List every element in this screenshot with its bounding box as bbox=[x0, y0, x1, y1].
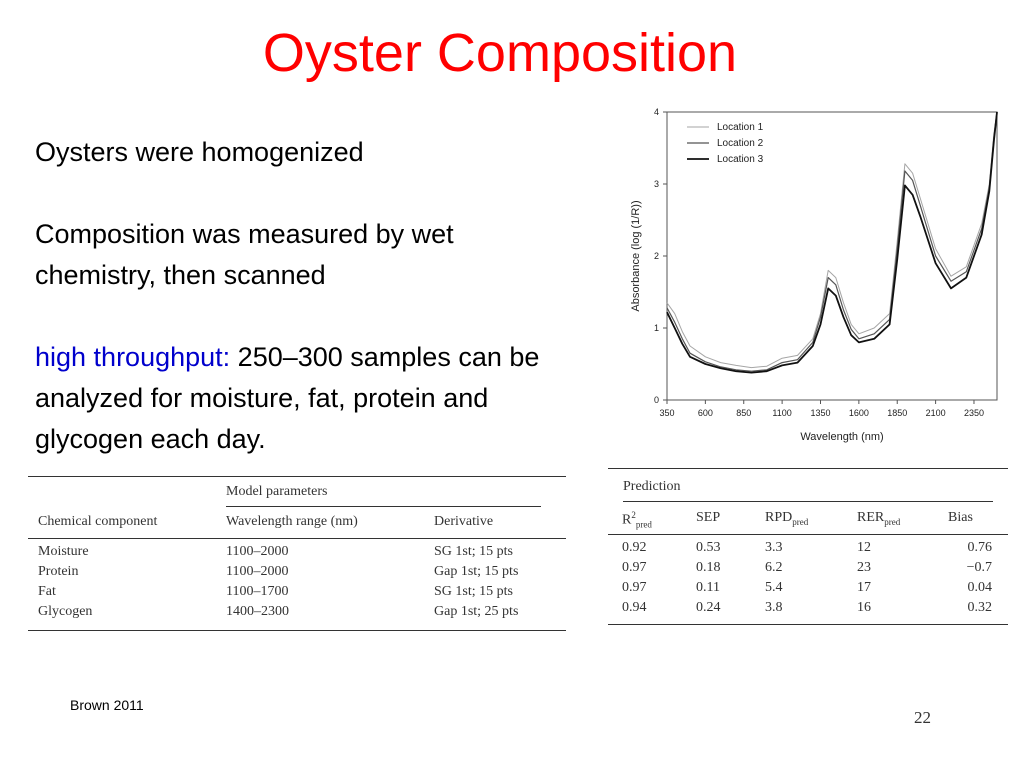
column-header bbox=[696, 510, 720, 526]
table-cell: Moisture bbox=[38, 544, 89, 559]
table-cell: 0.04 bbox=[967, 580, 992, 595]
table-cell: 23 bbox=[857, 560, 871, 575]
table-cell: 1100–1700 bbox=[226, 584, 289, 599]
legend-label-1: Location 1 bbox=[717, 122, 764, 133]
y-tick-label: 0 bbox=[653, 395, 659, 405]
table-cell: 0.53 bbox=[696, 540, 721, 555]
column-header: Derivative bbox=[434, 514, 494, 529]
x-tick-label: 1600 bbox=[848, 408, 869, 418]
group-header-rule bbox=[226, 506, 541, 507]
slide-title: Oyster Composition bbox=[262, 23, 738, 83]
header-rule bbox=[608, 534, 1008, 535]
table-cell: 0.92 bbox=[622, 540, 647, 555]
table-cell: Fat bbox=[38, 584, 56, 599]
x-tick-label: 2350 bbox=[963, 408, 984, 418]
paragraph-composition: Composition was measured by wet chemistry, then scanned bbox=[35, 219, 454, 290]
y-axis-label: Absorbance (log (1/R)) bbox=[630, 200, 642, 312]
slide-body bbox=[35, 132, 575, 460]
table-cell: 0.11 bbox=[696, 580, 720, 595]
x-tick-label: 850 bbox=[736, 408, 752, 418]
table-cell: 17 bbox=[857, 580, 871, 595]
table-cell: Gap 1st; 15 pts bbox=[434, 564, 519, 579]
x-tick-label: 1100 bbox=[772, 408, 792, 418]
x-tick-label: 2100 bbox=[925, 408, 946, 418]
series-line-1 bbox=[667, 112, 997, 368]
group-header-prediction: Prediction bbox=[623, 479, 681, 494]
x-tick-label: 1350 bbox=[810, 408, 831, 418]
header-rule bbox=[28, 538, 566, 539]
table-cell: 1100–2000 bbox=[226, 564, 289, 579]
x-tick-label: 1850 bbox=[887, 408, 908, 418]
group-header-model-parameters: Model parameters bbox=[226, 484, 328, 499]
column-header bbox=[857, 510, 900, 527]
table-cell: 0.97 bbox=[622, 560, 647, 575]
table-cell: SG 1st; 15 pts bbox=[434, 544, 513, 559]
column-header bbox=[765, 510, 808, 527]
x-tick-label: 600 bbox=[697, 408, 713, 418]
column-header-sup: 2 bbox=[631, 510, 636, 520]
table-cell: 0.24 bbox=[696, 600, 721, 615]
column-header: Wavelength range (nm) bbox=[226, 514, 358, 529]
table-cell: 3.3 bbox=[765, 540, 783, 555]
throughput-detail: 250–300 samples can be analyzed for moisture, fat, protein and glycogen each day. bbox=[35, 342, 540, 454]
column-header-main: Bias bbox=[948, 510, 973, 525]
column-header-main: RER bbox=[857, 510, 885, 525]
x-axis-label: Wavelength (nm) bbox=[800, 431, 884, 443]
table-cell: 16 bbox=[857, 600, 871, 615]
table-cell: 3.8 bbox=[765, 600, 783, 615]
table-cell: 0.18 bbox=[696, 560, 721, 575]
paragraph-homogenized: Oysters were homogenized bbox=[35, 137, 364, 167]
y-tick-label: 3 bbox=[653, 179, 659, 189]
table-cell: 5.4 bbox=[765, 580, 783, 595]
column-header bbox=[948, 510, 973, 526]
table-cell: 0.97 bbox=[622, 580, 647, 595]
group-header-rule bbox=[623, 501, 993, 502]
column-header bbox=[622, 510, 652, 529]
x-tick-label: 350 bbox=[659, 408, 675, 418]
citation: Brown 2011 bbox=[70, 697, 144, 713]
y-tick-label: 4 bbox=[653, 107, 659, 117]
column-header: Chemical component bbox=[38, 514, 158, 529]
table-cell: Gap 1st; 25 pts bbox=[434, 604, 519, 619]
legend-label-2: Location 2 bbox=[717, 138, 764, 149]
y-tick-label: 2 bbox=[653, 251, 659, 261]
page-number: 22 bbox=[914, 708, 931, 727]
table-top-rule bbox=[28, 476, 566, 477]
legend-label-3: Location 3 bbox=[717, 154, 764, 165]
table-cell: 6.2 bbox=[765, 560, 783, 575]
absorbance-chart-svg bbox=[625, 100, 1010, 450]
column-header-main: RPD bbox=[765, 510, 793, 525]
series-line-2 bbox=[667, 112, 997, 371]
column-header-sub: pred bbox=[884, 516, 901, 527]
table-cell: 0.32 bbox=[967, 600, 992, 615]
column-header-sub: pred bbox=[635, 519, 652, 530]
highlight-throughput: high throughput: bbox=[35, 342, 231, 372]
table-bottom-rule bbox=[608, 624, 1008, 625]
prediction-table bbox=[608, 468, 1008, 626]
table-top-rule bbox=[608, 468, 1008, 469]
absorbance-chart bbox=[625, 100, 1010, 455]
paragraph-throughput bbox=[35, 337, 575, 460]
table-cell: Glycogen bbox=[38, 604, 93, 619]
model-parameters-table bbox=[28, 476, 566, 632]
table-cell: 0.76 bbox=[967, 540, 992, 555]
column-header-sub: pred bbox=[792, 516, 809, 527]
column-header-main: SEP bbox=[696, 510, 721, 525]
series-line-3 bbox=[667, 112, 997, 373]
y-tick-label: 1 bbox=[653, 323, 659, 333]
table-cell: −0.7 bbox=[966, 560, 992, 575]
column-header-main: R bbox=[622, 512, 632, 528]
table-cell: Protein bbox=[38, 564, 79, 579]
table-cell: SG 1st; 15 pts bbox=[434, 584, 513, 599]
table-cell: 1100–2000 bbox=[226, 544, 289, 559]
table-bottom-rule bbox=[28, 630, 566, 631]
table-cell: 0.94 bbox=[622, 600, 647, 615]
table-cell: 1400–2300 bbox=[226, 604, 289, 619]
table-cell: 12 bbox=[857, 540, 871, 555]
